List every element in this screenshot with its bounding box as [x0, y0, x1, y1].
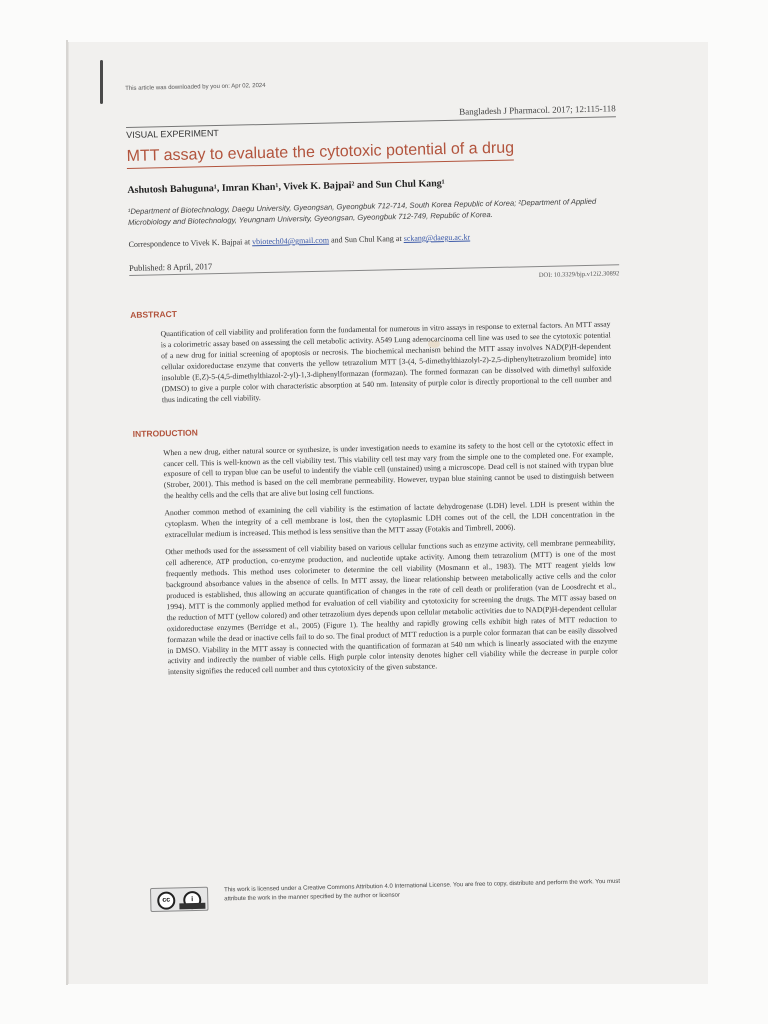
intro-paragraph: Another common method of examining the cell viability is the estimation of lactate dehydrogenase (LDH) level. LDH is present within the cytoplasm. When the integrity of a cell membrane is lost, then the cytoplasmic LDH comes out of the cell, the LDH concentration in the extracellular medium is increased. This method is less sensitive than the MTT assay (Fotakis and Timbrell, 2006).	[164, 498, 615, 540]
author-list: Ashutosh Bahuguna¹, Imran Khan¹, Vivek K. Bajpai² and Sun Chul Kang¹	[127, 178, 445, 196]
journal-reference: Bangladesh J Pharmacol. 2017; 12:115-118	[459, 103, 616, 117]
correspondence-prefix: Correspondence to Vivek K. Bajpai at	[128, 237, 253, 249]
article-content	[125, 69, 628, 679]
by-attribution-icon: i	[183, 891, 201, 909]
introduction-heading: INTRODUCTION	[132, 427, 198, 439]
staple-mark	[100, 60, 103, 104]
published-date: Published: 8 April, 2017	[129, 252, 619, 276]
license-text: This work is licensed under a Creative Commons Attribution 4.0 International License. You are free to copy, distribute and perform the work. You must attribute the work in the manner specified by the author or licensor	[224, 878, 621, 903]
abstract-text: Quantification of cell viability and proliferation form the fundamental for numerous in vitro assays in response to external factors. An MTT assay is a colorimetric assay based on assessing the cell metabolic activity. A549 Lung adenocarcinoma cell line was used to see the cytotoxic potential of a new drug for initial screening of apoptosis or necrosis. The biochemical mechanism behind the MTT assay involves NAD(P)H-dependent cellular oxidoreductase enzyme that converts the yellow tetrazolium MTT [3-(4, 5-dimethylthiazolyl-2)-2,5-diphenyltetrazolium bromide] into insoluble (E,Z)-5-(4,5-dimethylthiazol-2-yl)-1,3-diphenylformazan (formazan). The formed formazan can be dissolved with dimethyl sulfoxide (DMSO) to give a purple color with characteristic absorption at 540 nm. Intensity of purple color is directly proportional to the cell number and thus indicating the cell viability.	[160, 319, 612, 404]
by-label-strip	[179, 903, 205, 910]
article-title: MTT assay to evaluate the cytotoxic potential of a drug	[126, 140, 514, 169]
affiliations: ¹Department of Biotechnology, Daegu University, Gyeongsan, Gyeongbuk 712-714, South Korea Republic of Korea; ²Department of Applied Microbiology and Biotechnology, Yeungnam University, Gyeongsan, Gyeongbuk 712-749, Republic of Korea.	[127, 196, 597, 227]
doi: DOI: 10.3329/bjp.v12i2.30892	[538, 270, 620, 280]
email-link-bajpai[interactable]: vbiotech04@gmail.com	[252, 235, 330, 247]
cc-icon: cc	[157, 891, 175, 909]
email-link-kang[interactable]: sckang@daegu.ac.kr	[403, 232, 471, 243]
correspondence-middle: and Sun Chul Kang at	[328, 233, 404, 245]
correspondence	[128, 229, 618, 249]
abstract-heading: ABSTRACT	[130, 308, 177, 320]
intro-paragraph: When a new drug, either natural source or synthesize, is under investigation needs to examine its safety to the host cell or the cytotoxic effect in cancer cell. This is well-known as the cell viability test. This viability cell test may vary from the simple one to the completed one. For example, exposure of cell to trypan blue can be useful to indentify the viable cell (unstained) using a microscope. Dead cell is not stained with trypan blue (Strober, 2001). This method is based on the cell membrane permeability. However, trypan blue staining cannot be used to distinguish between the healthy cells and the cells that are alive but losing cell functions.	[163, 438, 614, 501]
section-label: VISUAL EXPERIMENT	[126, 127, 219, 140]
cc-license-badge[interactable]	[150, 887, 209, 912]
download-note: This article was downloaded by you on: Apr 02, 2024	[125, 82, 266, 92]
intro-paragraph: Other methods used for the assessment of cell viability based on various cellular functions such as enzyme activity, cell membrane permeability, cell adherence, ATP production, co-enzyme production, and nucleotide uptake activity. Among them tetrazolium (MTT) is one of the most frequently methods. This method uses colorimeter to determine the cell viability (Mosmann et al., 1983). The MTT reagent yields low background absorbance values in the absence of cells. In MTT assay, the linear relationship between metabolically active cells and the color produced is established, thus allowing an accurate quantification of changes in the rate of cell death or proliferation (van de Loosdrecht et al., 1994). MTT is the commonly applied method for evaluation of cell viability and cytotoxicity for screening the drugs. The MTT assay based on the reduction of MTT (yellow colored) and other tetrazolium dyes depends upon cellular metabolic activities due to NAD(P)H-dependent cellular oxidoreductase enzymes (Berridge et al., 2005) (Figure 1). The healthy and rapidly growing cells exhibit high rates of MTT reduction to formazan while the dead or inactive cells fail to do so. The final product of MTT reduction is a purple color formazan that can be easily dissolved in DMSO. Viability in the MTT assay is connected with the quantification of formazan at 540 nm which is linearly associated with the enzyme activity and indirectly the number of viable cells. High purple color intensity denotes higher cell viability while the decrease in purple color intensity signifies the reduced cell number and thus cytotoxicity of the given substance.	[165, 537, 618, 677]
